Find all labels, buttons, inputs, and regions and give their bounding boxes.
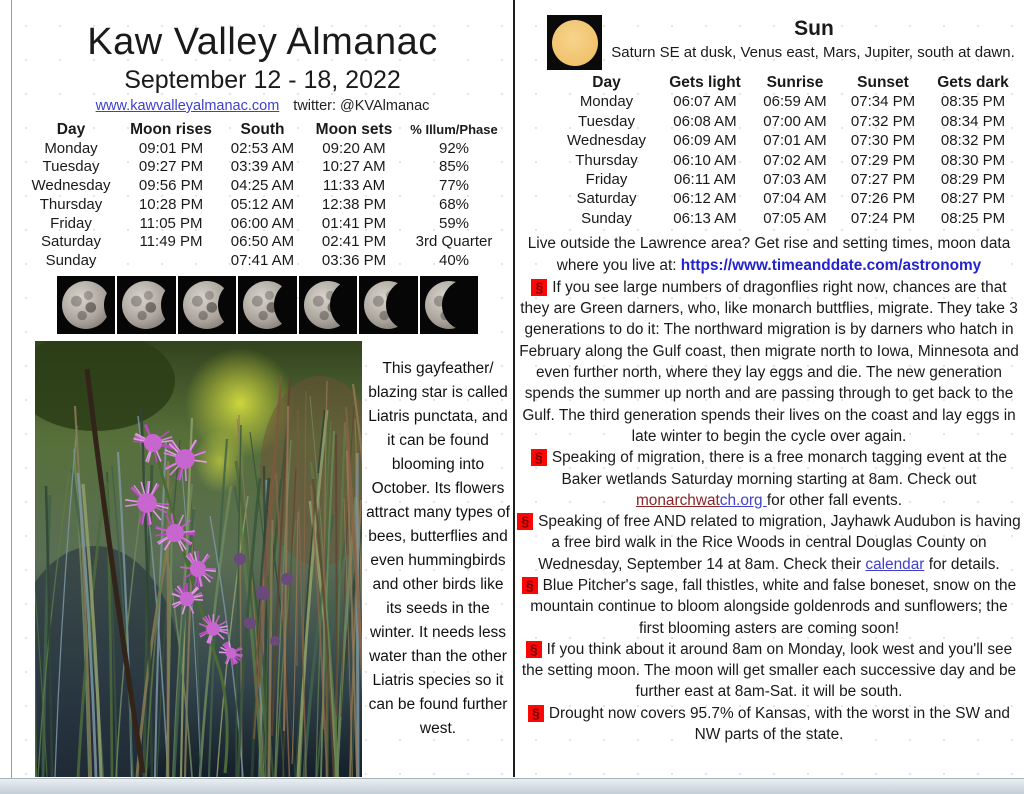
- table-cell: 07:03 AM: [763, 171, 827, 189]
- column-header: Day: [592, 74, 621, 91]
- sun-disc: [552, 20, 598, 66]
- note-paragraph: § Speaking of migration, there is a free monarch tagging event at the Baker wetlands Saturday morning starting at 8am. Check out monarchwatch.org for other fall events.: [517, 447, 1021, 511]
- moon-phase-image: [359, 276, 417, 334]
- table-cell: 10:28 PM: [138, 195, 204, 213]
- right-column: [516, 0, 1022, 779]
- column-divider: [513, 0, 515, 777]
- table-cell: 06:13 AM: [673, 209, 737, 227]
- section-marker-icon: §: [531, 449, 547, 466]
- twitter-handle: twitter: @KVAlmanac: [293, 98, 430, 114]
- moon-phase-image: [299, 276, 357, 334]
- note-paragraph: § Drought now covers 95.7% of Kansas, with the worst in the SW and NW parts of the state.: [517, 703, 1021, 746]
- table-cell: 08:27 PM: [940, 190, 1006, 208]
- section-marker-icon: §: [517, 513, 533, 530]
- table-cell: 01:41 PM: [321, 214, 387, 232]
- table-cell: 11:05 PM: [139, 214, 203, 232]
- left-column: [12, 0, 513, 779]
- scanner-strip: [0, 778, 1024, 794]
- table-cell: [124, 252, 219, 271]
- table-cell: 10:27 AM: [322, 158, 386, 176]
- column-header: Day: [56, 121, 86, 138]
- external-data-text: Live outside the Lawrence area? Get rise and setting times, moon data where you live at:: [527, 235, 1011, 274]
- table-cell: 09:01 PM: [138, 139, 204, 157]
- table-cell: 07:04 AM: [763, 190, 827, 208]
- table-row: [554, 92, 1019, 111]
- column-header: % Illum/Phase: [410, 122, 498, 137]
- table-cell: 03:39 AM: [230, 158, 295, 176]
- planets-line: Saturn SE at dusk, Venus east, Mars, Jupiter, south at dawn.: [611, 44, 1015, 61]
- table-cell: Saturday: [576, 190, 637, 208]
- prairie-photo: [35, 341, 362, 777]
- table-cell: 3rd Quarter: [415, 233, 493, 251]
- table-cell: Friday: [50, 214, 92, 232]
- table-cell: 08:30 PM: [940, 151, 1006, 169]
- column-header: Sunrise: [766, 74, 824, 91]
- section-marker-icon: §: [528, 705, 544, 722]
- table-cell: 92%: [438, 139, 470, 157]
- table-row: [554, 189, 1019, 208]
- moon-table: [19, 121, 507, 271]
- table-row: [19, 215, 507, 234]
- table-cell: 02:53 AM: [230, 139, 295, 157]
- table-row: [554, 112, 1019, 131]
- table-cell: 07:34 PM: [850, 93, 916, 111]
- column-header: Moon sets: [315, 121, 393, 138]
- table-cell: 07:00 AM: [763, 112, 827, 130]
- table-cell: 40%: [438, 251, 470, 269]
- sun-section-title: Sun: [794, 17, 834, 40]
- column-header: Moon rises: [130, 121, 212, 138]
- table-cell: 07:29 PM: [850, 151, 916, 169]
- monarchwatch-link[interactable]: monarchwat: [635, 491, 720, 509]
- table-cell: Wednesday: [567, 132, 646, 150]
- table-cell: 07:30 PM: [850, 132, 916, 150]
- photo-caption: This gayfeather/ blazing star is called Liatris punctata, and it can be found blooming into October. Its flowers attract many types of bees, butterflies and even hummingbirds and other birds like its seeds in the winter. It needs less water than the other Liatris species so it can be found further west.: [366, 359, 510, 737]
- page-title: Kaw Valley Almanac: [87, 21, 438, 63]
- sun-icon: [547, 15, 602, 70]
- table-cell: 08:35 PM: [940, 93, 1006, 111]
- moon-shadow: [161, 279, 176, 331]
- table-cell: 07:01 AM: [763, 132, 827, 150]
- table-cell: Wednesday: [31, 177, 111, 195]
- column-header: Gets light: [669, 74, 741, 91]
- table-cell: 07:41 AM: [230, 251, 295, 269]
- table-cell: 85%: [438, 158, 470, 176]
- note-paragraph: § If you see large numbers of dragonflies right now, chances are that they are Green darners, who, like monarch buttflies, migrate. They take 3 generations to do it: The northward migration is by darners who hatch in February along the Gulf coast, then migrate north to Iowa, Minnesota and even further north, where they lay eggs and die. The new generation spends the summer up north and are passing through to get back to the Gulf. The third generation spends their lives on the coast and lay eggs in late winter to begin the cycle over again.: [519, 278, 1019, 445]
- sun-table-header-row: [554, 73, 1019, 92]
- table-cell: Monday: [44, 139, 98, 157]
- table-row: [19, 140, 507, 159]
- table-row: [19, 177, 507, 196]
- table-cell: 07:02 AM: [763, 151, 827, 169]
- table-cell: 11:49 PM: [139, 233, 203, 251]
- sun-header: [516, 0, 1022, 70]
- table-cell: 12:38 PM: [321, 195, 387, 213]
- table-row: [19, 158, 507, 177]
- moon-phase-image: [420, 276, 478, 334]
- table-cell: Friday: [585, 171, 628, 189]
- table-cell: Saturday: [40, 233, 102, 251]
- table-cell: 08:25 PM: [940, 209, 1006, 227]
- table-cell: 77%: [438, 177, 470, 195]
- note-paragraph: § Blue Pitcher's sage, fall thistles, white and false boneset, snow on the mountain continue to bloom alongside goldenrods and sunflowers; the first blooming asters are coming soon!: [517, 575, 1021, 639]
- table-cell: 06:59 AM: [763, 93, 827, 111]
- table-row: [554, 151, 1019, 170]
- table-cell: 08:34 PM: [940, 112, 1006, 130]
- table-cell: 09:27 PM: [138, 158, 204, 176]
- table-cell: 68%: [438, 195, 470, 213]
- moon-phase-strip: [57, 276, 478, 334]
- table-cell: 09:56 PM: [138, 177, 204, 195]
- table-row: [554, 170, 1019, 189]
- table-cell: 09:20 AM: [322, 139, 386, 157]
- table-cell: Monday: [579, 93, 634, 111]
- table-cell: 59%: [438, 214, 470, 232]
- table-cell: 02:41 PM: [321, 233, 387, 251]
- sun-table: [554, 73, 1019, 228]
- timeanddate-link[interactable]: https://www.timeanddate.com/astronomy: [680, 256, 982, 274]
- table-row: [554, 131, 1019, 150]
- monarchwatch-link[interactable]: ch.org: [719, 491, 767, 509]
- moon-disc: [62, 281, 110, 329]
- table-cell: 06:11 AM: [673, 171, 737, 189]
- moon-phase-image: [117, 276, 175, 334]
- table-cell: Tuesday: [578, 112, 635, 130]
- table-cell: 06:12 AM: [673, 190, 737, 208]
- table-row: [19, 233, 507, 252]
- table-cell: 07:26 PM: [850, 190, 916, 208]
- table-cell: 05:12 AM: [230, 195, 295, 213]
- table-cell: 04:25 AM: [230, 177, 295, 195]
- table-cell: 07:05 AM: [763, 209, 827, 227]
- photo-row: [35, 341, 513, 777]
- table-cell: Sunday: [45, 251, 97, 269]
- external-data-note: [518, 233, 1020, 276]
- section-marker-icon: §: [531, 279, 547, 296]
- calendar-link[interactable]: calendar: [865, 555, 925, 573]
- notes-list: [516, 277, 1022, 746]
- table-cell: 06:10 AM: [673, 151, 737, 169]
- moon-shadow: [104, 279, 115, 331]
- table-cell: Thursday: [575, 151, 638, 169]
- table-cell: 06:08 AM: [673, 112, 737, 130]
- table-cell: Tuesday: [42, 158, 100, 176]
- table-cell: 08:29 PM: [940, 171, 1006, 189]
- moon-phase-image: [57, 276, 115, 334]
- section-marker-icon: §: [526, 641, 542, 658]
- table-cell: 06:50 AM: [230, 233, 295, 251]
- table-cell: 07:24 PM: [850, 209, 916, 227]
- moon-table-header-row: [19, 121, 507, 140]
- table-cell: 03:36 PM: [321, 251, 387, 269]
- table-row: [19, 196, 507, 215]
- section-marker-icon: §: [522, 577, 538, 594]
- table-cell: Thursday: [39, 195, 103, 213]
- moon-phase-image: [178, 276, 236, 334]
- note-paragraph: § Speaking of free AND related to migration, Jayhawk Audubon is having a free bird walk in the Rice Woods in central Douglas County on Wednesday, September 14 at 8am. Check their calendar for details.: [517, 511, 1021, 575]
- table-cell: 06:07 AM: [673, 93, 737, 111]
- table-cell: 07:32 PM: [850, 112, 916, 130]
- table-row: [554, 209, 1019, 228]
- table-cell: 06:00 AM: [230, 214, 295, 232]
- site-line: [12, 98, 513, 114]
- column-header: South: [240, 121, 285, 138]
- table-cell: 07:27 PM: [850, 171, 916, 189]
- table-cell: Sunday: [581, 209, 632, 227]
- column-header: Gets dark: [937, 74, 1009, 91]
- table-cell: 06:09 AM: [673, 132, 737, 150]
- site-link[interactable]: www.kawvalleyalmanac.com: [95, 98, 280, 114]
- table-row: [19, 252, 507, 271]
- note-paragraph: § If you think about it around 8am on Monday, look west and you'll see the setting moon. The moon will get smaller each successive day and be further east at 8am-Sat. it will be south.: [521, 640, 1017, 701]
- moon-phase-image: [238, 276, 296, 334]
- column-header: Sunset: [857, 74, 909, 91]
- table-cell: 11:33 AM: [322, 177, 386, 195]
- table-cell: 08:32 PM: [940, 132, 1006, 150]
- page-subtitle: September 12 - 18, 2022: [124, 66, 401, 94]
